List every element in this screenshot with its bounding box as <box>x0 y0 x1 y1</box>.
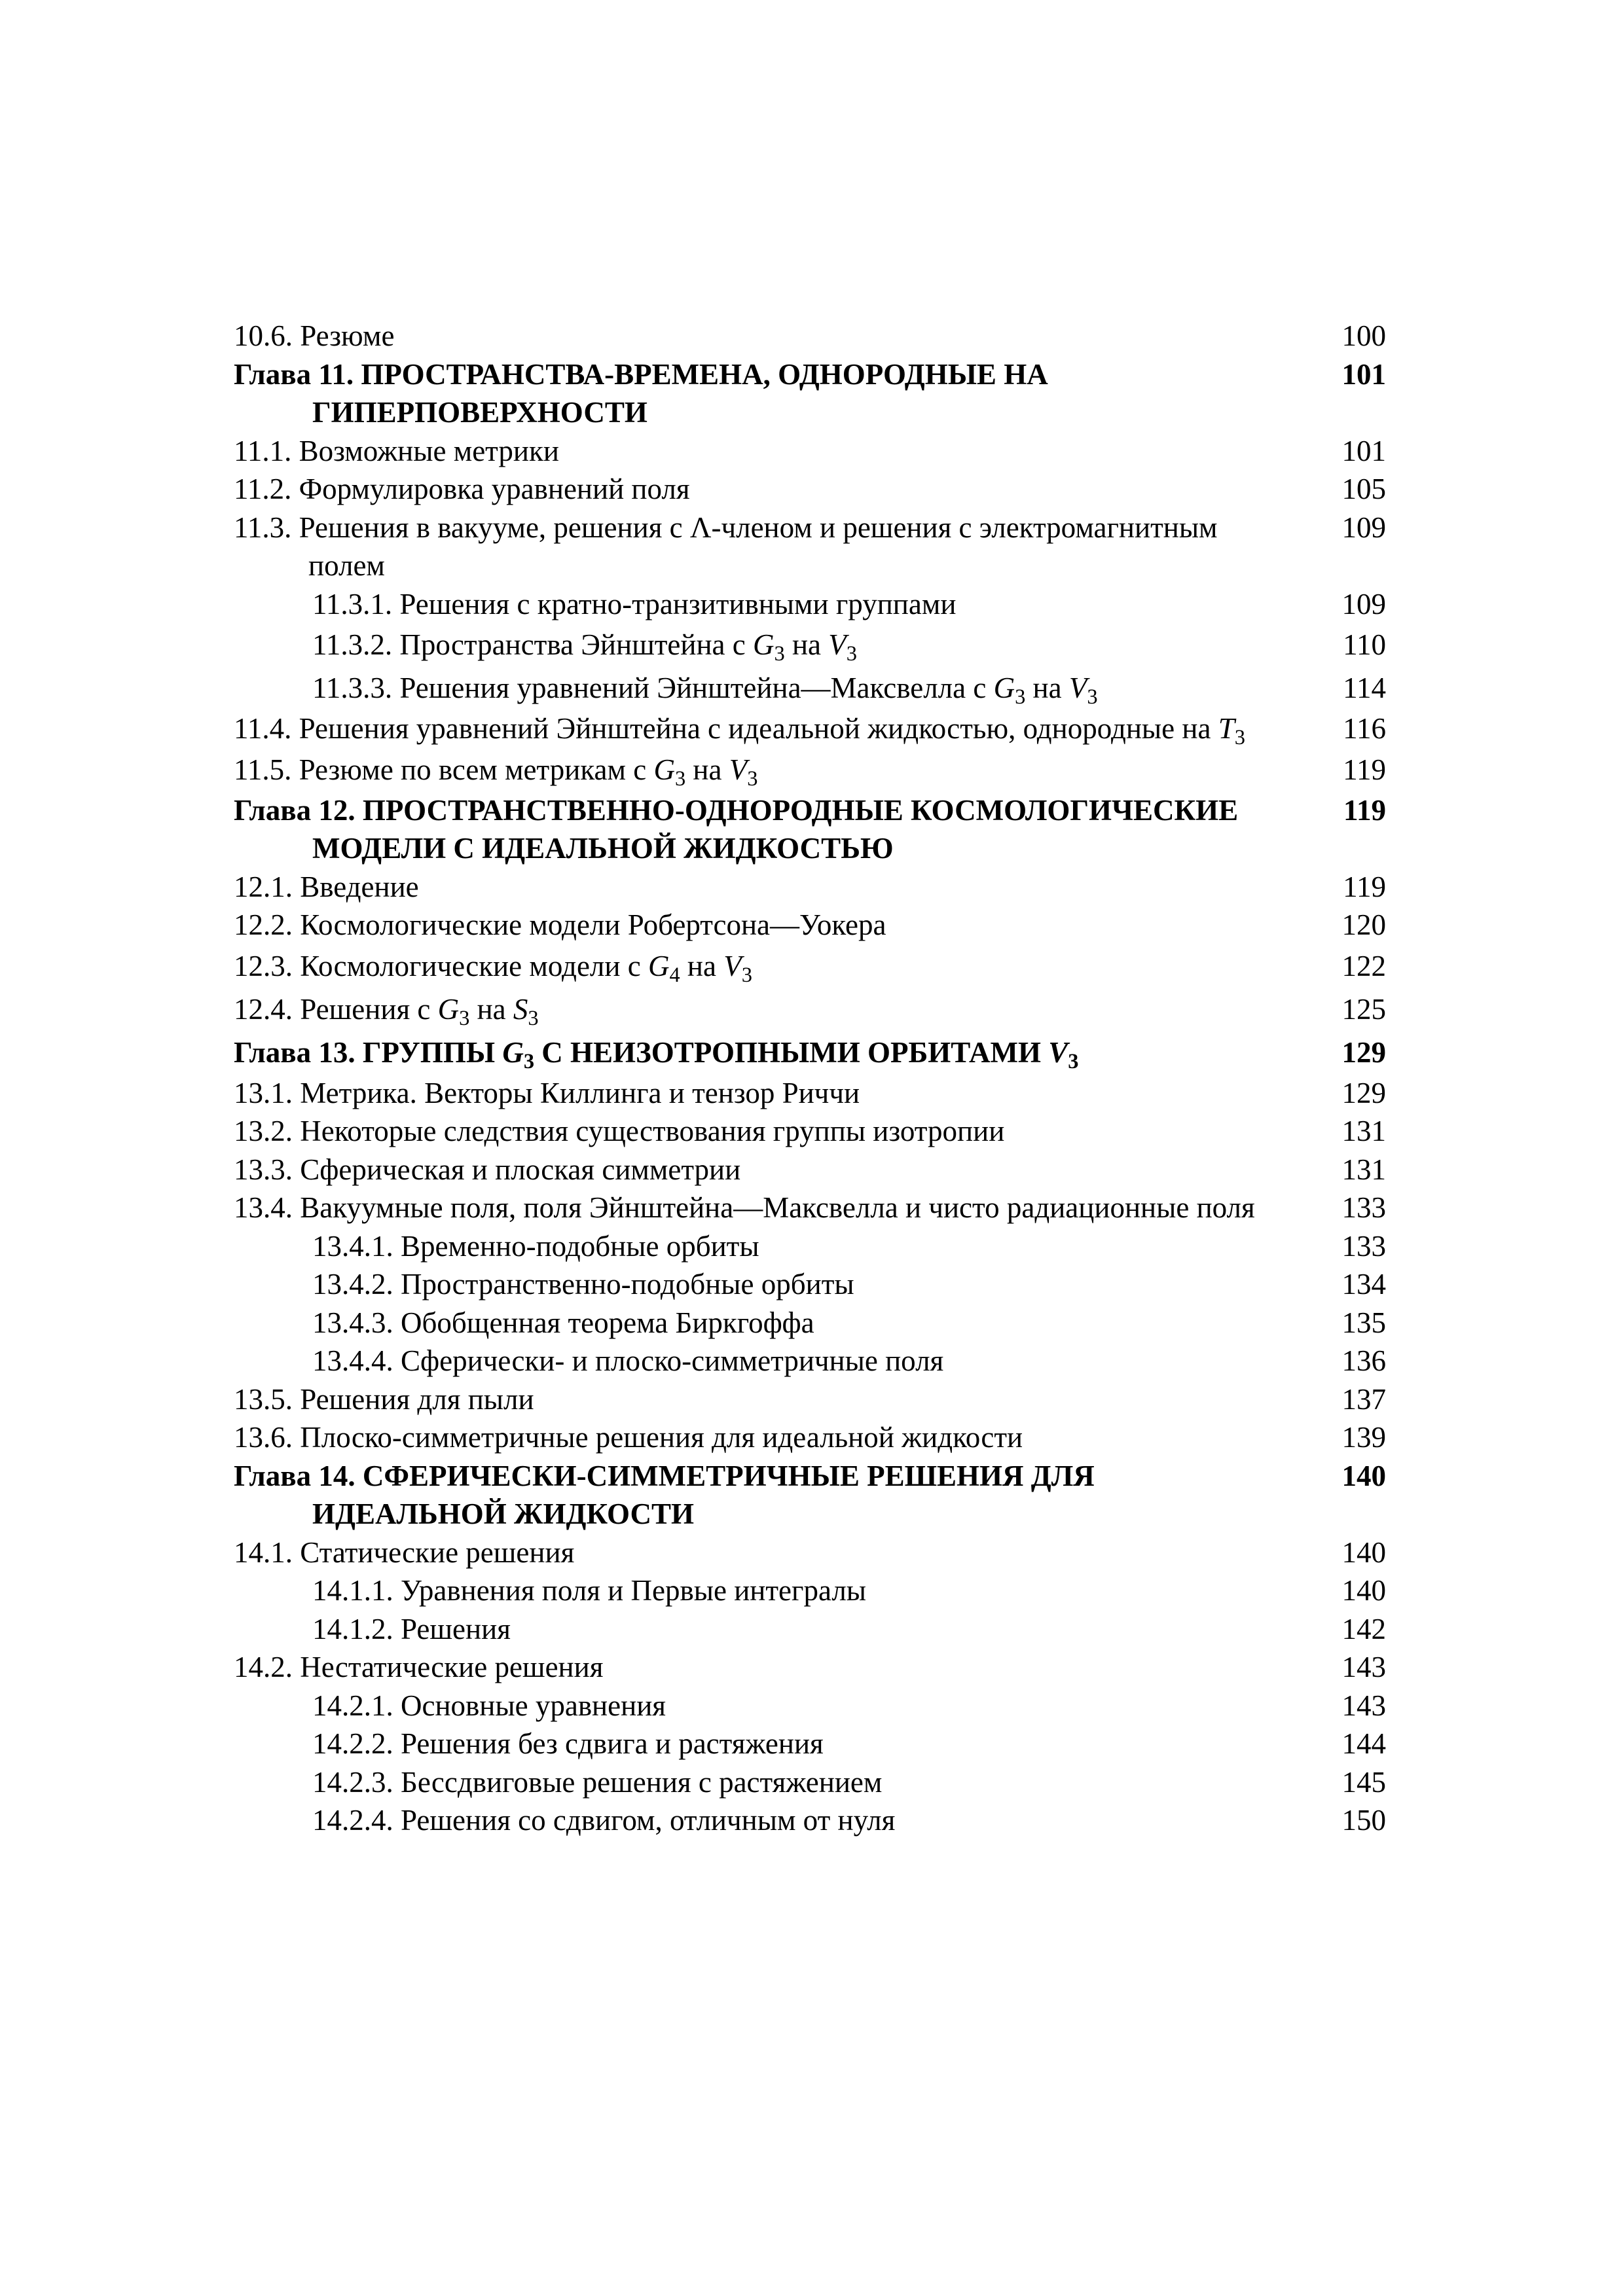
symbol-letter: V <box>723 949 742 982</box>
toc-page-number: 120 <box>1341 908 1386 941</box>
subspace-symbol <box>1218 712 1245 750</box>
group-symbol <box>502 1035 535 1073</box>
toc-page-number: 137 <box>1341 1382 1386 1416</box>
title-text: 11.3.2. Пространства Эйнштейна с <box>312 628 753 661</box>
toc-entry[interactable] <box>234 1189 1386 1227</box>
space-symbol <box>828 628 857 666</box>
toc-page-number: 109 <box>1341 587 1386 620</box>
group-symbol <box>653 753 686 791</box>
toc-entry-title: 14.2.4. Решения со сдвигом, отличным от нуля <box>312 1804 896 1837</box>
toc-page-number: 140 <box>1341 1574 1386 1607</box>
symbol-index: 3 <box>1015 685 1026 709</box>
toc-entry[interactable] <box>234 585 1386 624</box>
symbol-letter: V <box>1068 672 1087 704</box>
toc-entry-title: 14.1. Статические решения <box>234 1535 575 1569</box>
toc-entry-title: 13.4.3. Обобщенная теорема Биркгоффа <box>312 1306 814 1339</box>
toc-entry-title: 14.2.3. Бессдвиговые решения с растяжением <box>312 1765 883 1799</box>
toc-entry[interactable] <box>234 1418 1386 1457</box>
toc-entry[interactable] <box>234 1801 1386 1840</box>
title-text: 11.5. Резюме по всем метрикам с <box>234 753 654 786</box>
toc-entry-title: 13.1. Метрика. Векторы Киллинга и тензор Риччи <box>234 1076 860 1109</box>
toc-chapter-title <box>234 791 1334 868</box>
symbol-letter: G <box>653 753 675 786</box>
group-symbol <box>752 628 785 666</box>
toc-chapter-11[interactable] <box>234 355 1386 432</box>
toc-page-number: 140 <box>1341 1535 1386 1569</box>
toc-entry[interactable] <box>234 1648 1386 1687</box>
toc-page-number: 119 <box>1343 793 1386 827</box>
toc-entry-title <box>234 748 1334 791</box>
toc-entry[interactable] <box>234 1342 1386 1380</box>
toc-entry-title: 14.1.1. Уравнения поля и Первые интегралы <box>312 1574 867 1607</box>
title-text: на <box>685 753 729 786</box>
toc-page-number: 101 <box>1341 434 1386 467</box>
toc-entry-title: 13.6. Плоско-симметричные решения для идеальной жидкости <box>234 1421 1023 1454</box>
symbol-letter: T <box>1218 712 1235 745</box>
toc-chapter-title <box>234 355 1334 432</box>
toc-entry-title: 13.4.4. Сферически- и плоско-симметричные поля <box>312 1344 944 1377</box>
toc-entry-title: 13.4. Вакуумные поля, поля Эйнштейна—Максвелла и чисто радиационные поля <box>234 1191 1255 1224</box>
symbol-letter: G <box>752 628 775 661</box>
toc-entry[interactable] <box>234 1380 1386 1419</box>
toc-entry-title <box>234 988 1334 1031</box>
toc-entry[interactable] <box>234 666 1386 709</box>
toc-page-number: 129 <box>1341 1035 1386 1069</box>
toc-entry[interactable] <box>234 509 1386 585</box>
toc-entry-title: 14.2.2. Решения без сдвига и растяжения <box>312 1727 824 1760</box>
toc-chapter-14[interactable] <box>234 1457 1386 1534</box>
space-symbol <box>513 992 539 1030</box>
chapter-name: ПРОСТРАНСТВЕННО-ОДНОРОДНЫЕ КОСМОЛОГИЧЕСКИЕ МОДЕЛИ С ИДЕАЛЬНОЙ ЖИДКОСТЬЮ <box>312 793 1239 865</box>
symbol-index: 4 <box>669 963 680 987</box>
toc-entry-title: 13.3. Сферическая и плоская симметрии <box>234 1153 741 1186</box>
symbol-letter: V <box>828 628 847 661</box>
toc-page-number: 144 <box>1341 1727 1386 1760</box>
toc-entry[interactable] <box>234 988 1386 1031</box>
toc-page-number: 116 <box>1343 712 1386 745</box>
toc-entry-title <box>234 623 1334 666</box>
space-symbol <box>1068 672 1098 709</box>
symbol-index: 3 <box>528 1006 539 1030</box>
toc-entry[interactable] <box>234 1725 1386 1763</box>
group-symbol <box>437 992 470 1030</box>
toc-entry-title: 11.3.1. Решения с кратно-транзитивными группами <box>312 587 957 620</box>
symbol-letter: G <box>993 672 1015 704</box>
toc-page-number: 109 <box>1341 511 1386 544</box>
toc-entry[interactable] <box>234 470 1386 509</box>
toc-entry[interactable] <box>234 1763 1386 1802</box>
toc-chapter-title <box>234 1031 1334 1074</box>
toc-page-number: 129 <box>1341 1076 1386 1109</box>
title-text: 12.4. Решения с <box>234 992 438 1026</box>
toc-page-number: 143 <box>1341 1651 1386 1683</box>
symbol-index: 3 <box>1087 685 1098 709</box>
toc-entry-title <box>234 944 1334 988</box>
chapter-name: С НЕИЗОТРОПНЫМИ ОРБИТАМИ <box>534 1035 1049 1069</box>
toc-entry[interactable] <box>234 1265 1386 1304</box>
toc-chapter-title <box>234 1457 1334 1534</box>
toc-entry[interactable] <box>234 906 1386 944</box>
toc-entry-title: 11.3. Решения в вакууме, решения с Λ-членом и решения с электромагнитным полем <box>234 511 1218 582</box>
toc-entry-title: 14.2.1. Основные уравнения <box>312 1689 666 1722</box>
symbol-index: 3 <box>741 963 752 987</box>
symbol-index: 3 <box>846 642 857 666</box>
symbol-index: 3 <box>459 1006 470 1030</box>
toc-entry-title: 10.6. Резюме <box>234 319 395 352</box>
toc-entry[interactable] <box>234 1534 1386 1572</box>
toc-entry[interactable] <box>234 1610 1386 1649</box>
title-text: на <box>469 992 513 1026</box>
title-text: 11.4. Решения уравнений Эйнштейна с идеальной жидкостью, однородные на <box>234 712 1218 745</box>
symbol-letter: G <box>647 949 670 982</box>
toc-entry[interactable] <box>234 1151 1386 1189</box>
title-text: 11.3.3. Решения уравнений Эйнштейна—Максвелла с <box>312 672 994 704</box>
toc-page-number: 119 <box>1343 753 1386 786</box>
toc-page-number: 139 <box>1341 1421 1386 1454</box>
chapter-label: Глава 12. <box>234 793 356 827</box>
toc-page-number: 135 <box>1341 1306 1386 1339</box>
toc-entry[interactable] <box>234 1112 1386 1151</box>
toc-entry[interactable] <box>234 317 1386 355</box>
toc-page-number: 101 <box>1341 357 1386 391</box>
toc-entry[interactable] <box>234 748 1386 791</box>
toc-entry[interactable] <box>234 1227 1386 1266</box>
symbol-index: 3 <box>1068 1049 1079 1073</box>
chapter-name: СФЕРИЧЕСКИ-СИММЕТРИЧНЫЕ РЕШЕНИЯ ДЛЯ ИДЕАЛЬНОЙ ЖИДКОСТИ <box>312 1459 1095 1530</box>
toc-entry-title: 11.1. Возможные метрики <box>234 434 559 467</box>
space-symbol <box>1048 1035 1079 1073</box>
toc-page-number: 133 <box>1341 1191 1386 1224</box>
chapter-label: Глава 14. <box>234 1459 356 1492</box>
toc-entry-title: 13.5. Решения для пыли <box>234 1382 534 1416</box>
toc-page-number: 122 <box>1341 949 1386 982</box>
toc-page-number: 105 <box>1341 473 1386 505</box>
symbol-letter: S <box>513 992 528 1026</box>
symbol-index: 3 <box>747 766 758 791</box>
toc-entry[interactable] <box>234 1571 1386 1610</box>
toc-page-number: 142 <box>1341 1612 1386 1645</box>
symbol-index: 3 <box>1234 726 1245 750</box>
toc-entry-title <box>234 709 1334 748</box>
toc-page-number: 125 <box>1341 992 1386 1026</box>
toc-entry-title: 14.2. Нестатические решения <box>234 1651 604 1683</box>
symbol-index: 3 <box>774 642 785 666</box>
toc-entry-title: 13.4.1. Временно-подобные орбиты <box>312 1229 759 1263</box>
toc-entry-title: 11.2. Формулировка уравнений поля <box>234 473 690 505</box>
toc-entry-title: 12.2. Космологические модели Робертсона—Уокера <box>234 908 886 941</box>
toc-entry-title: 13.4.2. Пространственно-подобные орбиты <box>312 1268 854 1300</box>
toc-page-number: 140 <box>1341 1459 1386 1492</box>
toc-page-number: 114 <box>1343 672 1386 704</box>
table-of-contents <box>234 317 1386 1840</box>
title-text: на <box>784 628 829 661</box>
title-text: 12.3. Космологические модели с <box>234 949 648 982</box>
symbol-letter: V <box>729 753 748 786</box>
toc-chapter-13[interactable] <box>234 1031 1386 1074</box>
toc-page-number: 150 <box>1341 1804 1386 1837</box>
toc-entry[interactable] <box>234 868 1386 906</box>
toc-entry-title: 14.1.2. Решения <box>312 1612 511 1645</box>
toc-entry[interactable] <box>234 944 1386 988</box>
space-symbol <box>729 753 758 791</box>
symbol-letter: G <box>437 992 460 1026</box>
toc-page-number: 145 <box>1341 1765 1386 1799</box>
toc-entry-title <box>234 666 1334 709</box>
toc-page-number: 131 <box>1341 1153 1386 1186</box>
toc-page-number: 134 <box>1341 1268 1386 1300</box>
symbol-letter: G <box>502 1035 524 1069</box>
toc-entry-title: 13.2. Некоторые следствия существования группы изотропии <box>234 1115 1005 1147</box>
group-symbol <box>647 949 680 987</box>
toc-entry[interactable] <box>234 1304 1386 1342</box>
toc-page-number: 119 <box>1343 870 1386 903</box>
toc-page-number: 131 <box>1341 1115 1386 1147</box>
toc-page-number: 100 <box>1341 319 1386 352</box>
toc-entry[interactable] <box>234 709 1386 748</box>
space-symbol <box>723 949 752 987</box>
toc-entry[interactable] <box>234 432 1386 471</box>
group-symbol <box>993 672 1026 709</box>
toc-entry[interactable] <box>234 623 1386 666</box>
chapter-name: Глава 13. ГРУППЫ <box>234 1035 503 1069</box>
toc-entry[interactable] <box>234 1687 1386 1725</box>
toc-chapter-12[interactable] <box>234 791 1386 868</box>
toc-page-number: 143 <box>1341 1689 1386 1722</box>
title-text: на <box>680 949 724 982</box>
chapter-label: Глава 11. <box>234 357 354 391</box>
toc-entry[interactable] <box>234 1074 1386 1113</box>
toc-entry-title: 12.1. Введение <box>234 870 419 903</box>
title-text: на <box>1025 672 1069 704</box>
symbol-letter: V <box>1048 1035 1068 1069</box>
toc-page-number: 136 <box>1341 1344 1386 1377</box>
toc-page-number: 110 <box>1343 628 1386 661</box>
symbol-index: 3 <box>674 766 686 791</box>
chapter-name: ПРОСТРАНСТВА-ВРЕМЕНА, ОДНОРОДНЫЕ НА ГИПЕРПОВЕРХНОСТИ <box>312 357 1048 429</box>
toc-page-number: 133 <box>1341 1229 1386 1263</box>
symbol-index: 3 <box>523 1049 535 1073</box>
